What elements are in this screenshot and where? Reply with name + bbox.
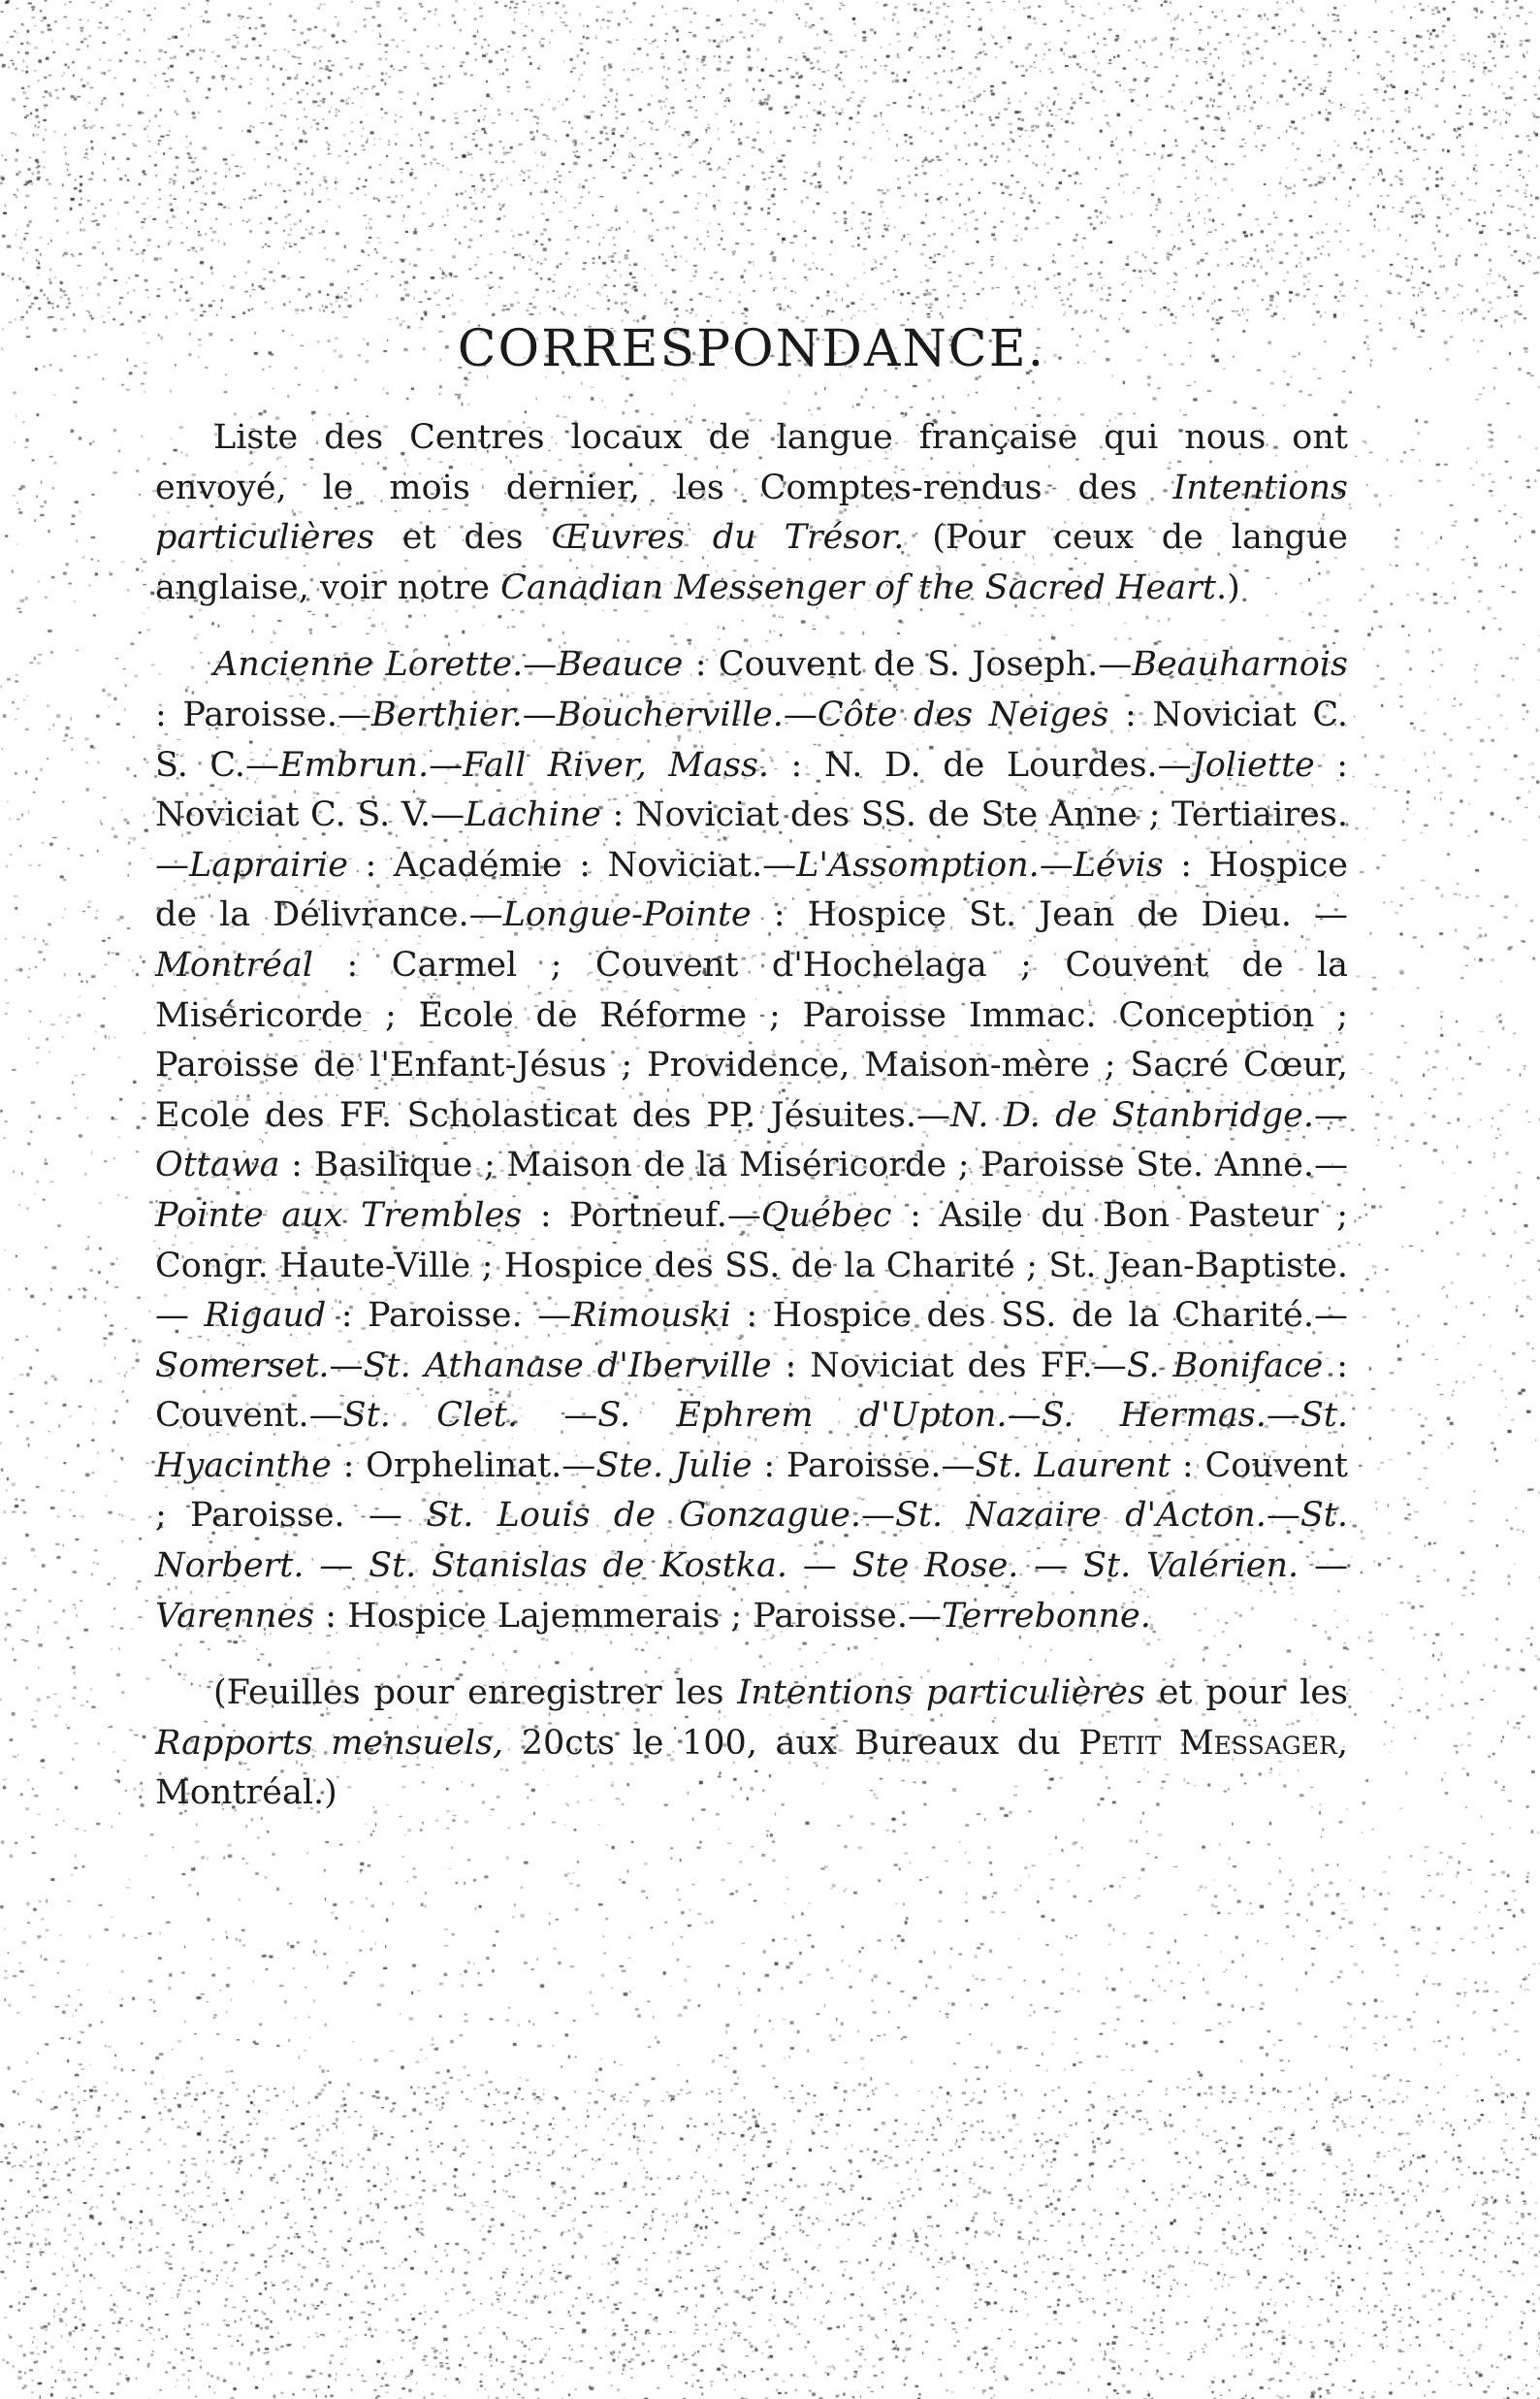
place-name: Joliette <box>1191 745 1315 785</box>
list-text: — <box>523 645 558 685</box>
place-name: St. Athanase d'Iberville <box>363 1345 772 1385</box>
list-text: : Hospice Lajemmerais ; Paroisse.— <box>314 1596 942 1636</box>
list-text: — <box>1266 1496 1300 1536</box>
list-text: : Hospice des SS. de la Charité.— <box>730 1296 1348 1336</box>
list-text: : Couvent de S. Joseph.— <box>683 645 1133 685</box>
place-name: Laprairie <box>189 845 348 885</box>
footer-text-6: Petit Messager <box>1078 1723 1337 1763</box>
list-text: : Portneuf.— <box>522 1195 761 1235</box>
list-text: — <box>517 1396 598 1436</box>
page-title: CORRESPONDANCE. <box>457 320 1046 378</box>
list-text: — <box>1266 1396 1300 1436</box>
place-name: Québec <box>760 1195 892 1235</box>
footer-text-4: Rapports mensuels, <box>155 1723 504 1763</box>
list-text: : Basilique ; Maison de la Miséricorde ; Paroisse Ste. Anne.— <box>279 1146 1348 1185</box>
footer-text-3: et pour les <box>1144 1673 1348 1713</box>
intro-text-1: Liste des Centres locaux de langue française qui nous ont envoyé, le mois dernier, les Comptes-rendus des <box>155 418 1348 507</box>
intro-text-7: .) <box>1215 567 1240 607</box>
place-name: Montréal <box>155 945 314 985</box>
list-text: — <box>1007 1396 1042 1436</box>
place-name: Rigaud <box>204 1296 327 1336</box>
document-page <box>155 320 1348 1819</box>
list-text: : N. D. de Lourdes.— <box>769 745 1192 785</box>
list-text: — <box>1314 1095 1349 1135</box>
place-name: Ste Rose. <box>851 1546 1019 1586</box>
list-text: — <box>1299 1546 1348 1586</box>
place-name: Longue-Pointe <box>502 895 752 935</box>
place-name: St. Laurent <box>975 1445 1171 1485</box>
place-name: S. Ephrem d'Upton. <box>597 1396 1008 1436</box>
list-text: : Hospice de la Délivrance.— <box>155 845 1348 935</box>
place-name: S. Boniface <box>1126 1345 1324 1385</box>
footer-text-1: (Feuilles pour enregistrer les <box>213 1673 738 1713</box>
place-name: St. Valérien. <box>1083 1546 1299 1586</box>
place-name: Terrebonne. <box>941 1596 1151 1636</box>
place-name: Ancienne Lorette. <box>213 645 524 685</box>
intro-text-6: Canadian Messenger of the Sacred Heart <box>500 567 1216 607</box>
list-text: : Paroisse. — <box>326 1296 572 1336</box>
centres-list-paragraph <box>155 640 1348 1641</box>
intro-text-4: Œuvres du Trésor. <box>551 518 905 558</box>
place-name: St. Stanislas de Kostka. <box>369 1546 787 1586</box>
footer-text-2: Intentions particulières <box>737 1673 1145 1713</box>
place-name: Lachine <box>465 795 601 835</box>
list-text: : Orphelinat.— <box>331 1445 596 1485</box>
place-name: S. Hermas. <box>1041 1396 1267 1436</box>
place-name: Beauharnois <box>1132 645 1348 685</box>
place-name: St. Clet. <box>342 1396 518 1436</box>
footer-note-paragraph <box>155 1669 1348 1819</box>
intro-text-5: (Pour ceux de langue anglaise, voir notre <box>155 518 1349 607</box>
place-name: Côte des Neiges <box>817 695 1109 734</box>
list-text: : Noviciat C. S. V.— <box>155 745 1349 835</box>
place-name: Boucherville. <box>556 695 784 734</box>
intro-text-2: Intentions particulières <box>155 468 1348 558</box>
place-name: Lévis <box>1073 845 1164 885</box>
place-name: N. D. de Stanbridge. <box>950 1095 1315 1135</box>
list-text: — <box>786 1546 852 1586</box>
place-name: Somerset. <box>155 1345 330 1385</box>
place-name: Ottawa <box>155 1146 280 1185</box>
footer-text-5: 20cts le 100, aux Bureaux du <box>503 1723 1079 1763</box>
list-text: : Asile du Bon Pasteur ; Congr. Haute-Ville ; Hospice des SS. de la Charité ; St. Jean-Baptiste. — <box>155 1195 1349 1336</box>
place-name: Ste. Julie <box>595 1445 753 1485</box>
list-text: : Paroisse.— <box>752 1445 976 1485</box>
list-text: : Couvent ; Paroisse. — <box>155 1445 1348 1536</box>
place-name: Rimouski <box>571 1296 731 1336</box>
place-name: Beauce <box>557 645 684 685</box>
list-text: — <box>304 1546 369 1586</box>
place-name: Pointe aux Trembles <box>155 1195 523 1235</box>
list-text: — <box>860 1496 895 1536</box>
list-text: : Noviciat C. S. C.— <box>155 695 1348 785</box>
list-text: — <box>329 1345 364 1385</box>
list-text: — <box>1039 845 1074 885</box>
list-text: — <box>429 745 464 785</box>
place-name: St. Nazaire d'Acton. <box>894 1496 1267 1536</box>
place-name: St. Louis de Gonzague. <box>426 1496 861 1536</box>
list-text: : Paroisse.— <box>155 695 371 734</box>
place-name: L'Assomption. <box>796 845 1040 885</box>
list-text: — <box>783 695 818 734</box>
place-name: St. Norbert. <box>155 1496 1348 1586</box>
list-text: : Noviciat des FF.— <box>771 1345 1127 1385</box>
place-name: St. Hyacinthe <box>155 1396 1349 1485</box>
intro-text-3: et des <box>373 518 552 558</box>
list-text: : Carmel ; Couvent d'Hochelaga ; Couvent de la Miséricorde ; Ecole de Réforme ; Paroisse Immac. Conception ; Paroisse de l'Enfant-Jésus ; Providence, Maison-mère ; Sacré Cœur, Ecole des FF. Scholasticat des PP. Jésuites.— <box>155 945 1348 1135</box>
place-name: Varennes <box>155 1596 315 1636</box>
place-name: Berthier. <box>371 695 523 734</box>
place-name: Fall River, Mass. <box>463 745 770 785</box>
footer-text-7: , Montréal.) <box>155 1723 1348 1813</box>
list-text: : Académie : Noviciat.— <box>347 845 797 885</box>
list-text: : Noviciat des SS. de Ste Anne ; Tertiaires.— <box>155 795 1348 885</box>
list-text: : Couvent.— <box>155 1345 1348 1436</box>
list-text: — <box>522 695 557 734</box>
list-text: : Hospice St. Jean de Dieu. — <box>751 895 1348 935</box>
place-name: Embrun. <box>279 745 430 785</box>
list-text: — <box>1018 1546 1084 1586</box>
intro-paragraph <box>155 413 1348 613</box>
